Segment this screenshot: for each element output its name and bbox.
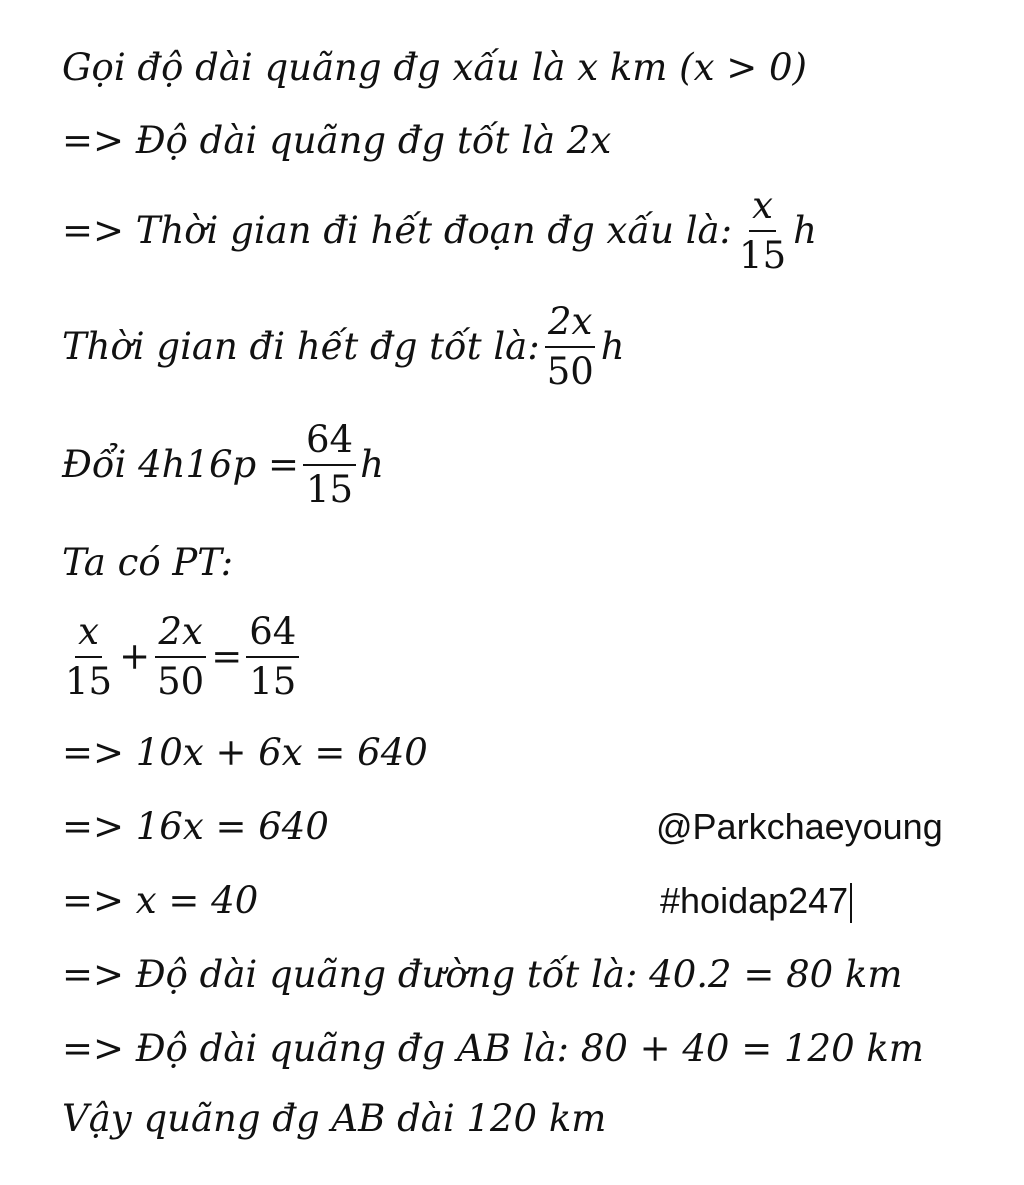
text-cursor [850,883,852,923]
line-10 [62,879,258,923]
plus-sign: + [119,635,151,678]
fraction-numerator: 2x [545,301,595,348]
fraction-numerator: 64 [246,611,299,658]
line-12-text: => Độ dài quãng đg AB là: 80 + 40 = 120 km [62,1027,924,1070]
line-2-text: => Độ dài quãng đg tốt là 2x [62,119,612,162]
line-2 [62,119,611,163]
line-11-text: => Độ dài quãng đường tốt là: 40.2 = 80 km [62,953,903,996]
line-5 [62,419,384,511]
hashtag-text: #hoidap247 [660,880,849,921]
line-10-text: => x = 40 [62,879,259,922]
unit-hour: h [360,443,384,486]
line-11 [62,953,902,997]
fraction-numerator: x [749,185,776,232]
line-7-equation [62,611,303,703]
line-5-text: Đổi 4h16p = [62,443,299,486]
fraction-x-over-15 [62,611,115,703]
fraction-numerator: 64 [303,419,356,466]
unit-hour: h [793,209,817,252]
line-1-text: Gọi độ dài quãng đg xấu là x km (x > 0) [62,46,807,89]
fraction-denominator: 15 [739,234,787,277]
line-8 [62,731,428,775]
line-9-text: => 16x = 640 [62,805,329,848]
hashtag-line [660,879,852,923]
fraction-denominator: 15 [306,468,354,511]
fraction-x-over-15 [736,185,789,277]
line-3 [62,185,817,277]
line-9 [62,805,329,849]
line-1 [62,46,807,90]
line-6 [62,541,233,585]
line-12 [62,1027,924,1071]
line-8-text: => 10x + 6x = 640 [62,731,428,774]
line-4 [62,301,625,393]
line-4-text: Thời gian đi hết đg tốt là: [62,325,540,368]
fraction-2x-over-50 [544,301,597,393]
fraction-denominator: 15 [65,660,113,703]
line-3-text: => Thời gian đi hết đoạn đg xấu là: [62,209,733,252]
author-handle: @Parkchaeyoung [656,806,943,847]
fraction-denominator: 15 [249,660,297,703]
line-6-text: Ta có PT: [62,541,234,584]
fraction-denominator: 50 [157,660,205,703]
line-13 [62,1097,606,1141]
fraction-64-over-15 [303,419,356,511]
fraction-numerator: 2x [155,611,205,658]
fraction-denominator: 50 [546,350,594,393]
fraction-numerator: x [75,611,102,658]
line-13-text: Vậy quãng đg AB dài 120 km [62,1097,607,1140]
fraction-2x-over-50 [154,611,207,703]
unit-hour: h [600,325,625,368]
equals-sign: = [211,635,243,678]
fraction-64-over-15 [246,611,299,703]
